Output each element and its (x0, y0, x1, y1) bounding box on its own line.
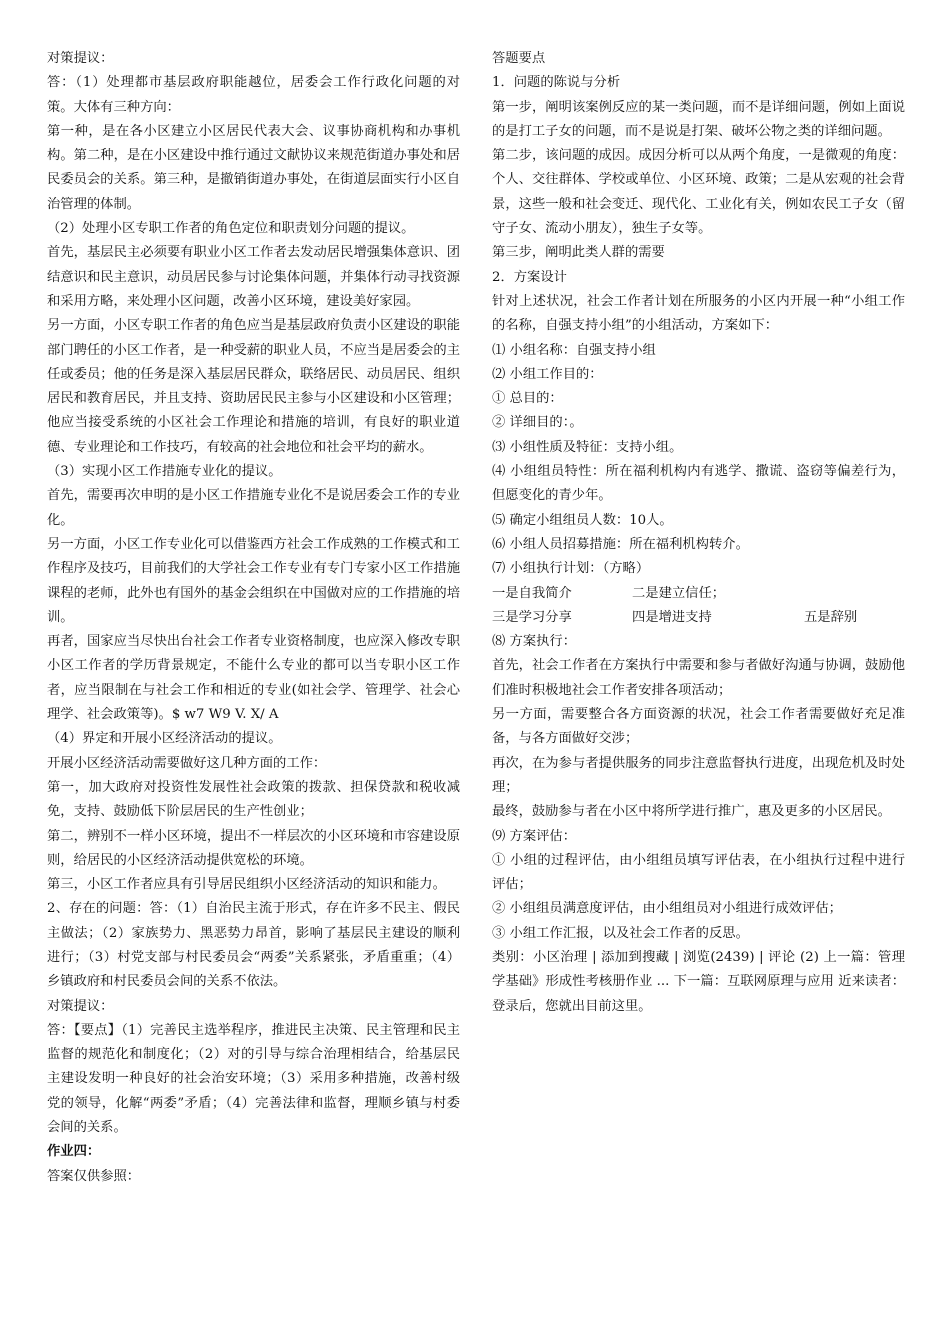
left-paragraph: （4）界定和开展小区经济活动的提议。 (47, 731, 282, 747)
left-paragraph: 答：【要点】（1）完善民主选举程序，推进民主决策、民主管理和民主监督的规范化和制度化；（2）对的引导与综合治理相结合，给基层民主建设发明一种良好的社会治安环境；（3）采用多种措施，改善村级党的领导，化解“两委”矛盾；（4）完善法律和监督，理顺乡镇与村委会间的关系。 (47, 1022, 460, 1136)
right-paragraph: 第二步，该问题的成因。成因分析可以从两个角度，一是微观的角度：个人、交往群体、学校或单位、小区环境、政策；二是从宏观的社会背景，这些一般和社会变迁、现代化、工业化有关，例如农民工子女（留守子女、流动小朋友），独生子女等。 (492, 148, 905, 237)
right-paragraph: ③ 小组工作汇报，以及社会工作者的反思。 (492, 925, 749, 941)
right-paragraph: ② 小组组员满意度评估，由小组组员对小组进行成效评估； (492, 901, 842, 917)
left-paragraph: 开展小区经济活动需要做好这几种方面的工作： (47, 755, 327, 771)
right-paragraph: 再次，在为参与者提供服务的同步注意监督执行进度，出现危机及时处理； (492, 755, 905, 795)
answer-points-section (492, 47, 905, 582)
right-paragraph: 针对上述状况，社会工作者计划在所服务的小区内开展一种“小组工作的名称，自强支持小组”的小组活动，方案如下： (492, 293, 905, 334)
left-paragraph: 再者，国家应当尽快出台社会工作者专业资格制度，也应深入修改专职小区工作者的学历背景规定，不能什么专业的都可以当专职小区工作者，应当限制在与社会工作和相近的专业(如社会学、管理学、社会心理学、社会政策等)。$ w7 W9 V. X/ A (47, 634, 460, 723)
plan-step-4: 四是增进支持 (632, 609, 712, 625)
right-paragraph: ⑼ 方案评估： (492, 828, 577, 844)
right-paragraph: ⑶ 小组性质及特征：支持小组。 (492, 439, 683, 455)
left-paragraph: （2）处理小区专职工作者的角色定位和职责划分问题的提议。 (47, 221, 415, 237)
left-paragraph: （3）实现小区工作措施专业化的提议。 (47, 464, 282, 480)
left-paragraph: 第一种，是在各小区建立小区居民代表大会、议事协商机构和办事机构。第二种，是在小区建设中推行通过文献协议来规范街道办事处和居民委员会的关系。第三种，是撤销街道办事处，在街道层面实行小区自治管理的体制。 (47, 123, 460, 212)
left-paragraph: 首先，需要再次申明的是小区工作措施专业化不是说居委会工作的专业化。 (47, 488, 460, 528)
right-paragraph: ⑷ 小组组员特性：所在福利机构内有逃学、撒谎、盗窃等偏差行为，但愿变化的青少年。 (492, 464, 905, 504)
right-paragraph: ⑸ 确定小组组员人数：10人。 (492, 512, 673, 528)
right-paragraph: 答题要点 (492, 51, 546, 66)
right-paragraph: 类别：小区治理 | 添加到搜藏 | 浏览(2439) | 评论 (2) 上一篇：管理学基础》形成性考核册作业 ... 下一篇：互联网原理与应用 近来读者： 登录后，您就出目前这里。 (492, 949, 905, 1014)
left-paragraph: 另一方面，小区专职工作者的角色应当是基层政府负责小区建设的职能部门聘任的小区工作者，是一种受薪的职业人员，不应当是居委会的主任或委员；他的任务是深入基层居民群众，联络居民、动员居民、组织居民和教育居民，并且支持、资助居民民主参与小区建设和小区管理；他应当接受系统的小区社会工作理论和措施的培训，有良好的职业道德、专业理论和工作技巧，有较高的社会地位和社会平均的薪水。 (47, 318, 460, 455)
right-column (492, 47, 905, 1019)
right-paragraph: 最终，鼓励参与者在小区中将所学进行推广，惠及更多的小区居民。 (492, 804, 891, 820)
right-paragraph: 第一步，阐明该案例反应的某一类问题，而不是详细问题，例如上面说的是打工子女的问题，而不是说是打架、破坏公物之类的详细问题。 (492, 99, 905, 139)
execution-evaluation-section (492, 630, 905, 1019)
left-paragraph: 第二，辨别不一样小区环境，提出不一样层次的小区环境和市容建设原则，给居民的小区经济活动提供宽松的环境。 (47, 828, 460, 868)
right-paragraph: ⑹ 小组人员招募措施：所在福利机构转介。 (492, 536, 749, 552)
left-paragraph: 首先，基层民主必须要有职业小区工作者去发动居民增强集体意识、团结意识和民主意识，动员居民参与讨论集体问题，并集体行动寻找资源和采用方略，来处理小区问题，改善小区环境，建设美好家园。 (47, 245, 460, 309)
right-paragraph: 另一方面，需要整合各方面资源的状况，社会工作者需要做好充足准备，与各方面做好交涉； (492, 707, 905, 747)
left-paragraph: 对策提议： (47, 998, 114, 1014)
left-paragraph: 对策提议： (47, 51, 114, 66)
right-paragraph: 第三步，阐明此类人群的需要 (492, 245, 665, 261)
right-paragraph: ① 小组的过程评估，由小组组员填写评估表，在小组执行过程中进行评估； (492, 852, 905, 893)
plan-step-5: 五是辞别 (804, 609, 858, 625)
left-paragraph: 作业四： (47, 1144, 101, 1160)
right-paragraph: ⑻ 方案执行： (492, 634, 577, 650)
right-paragraph: 2．方案设计 (492, 269, 567, 285)
right-paragraph: 1．问题的陈说与分析 (492, 75, 621, 91)
right-paragraph: 首先，社会工作者在方案执行中需要和参与者做好沟通与协调，鼓励他们准时积极地社会工作者安排各项活动； (492, 658, 905, 698)
left-paragraph: 答案仅供参照： (47, 1168, 141, 1184)
right-paragraph: ⑺ 小组执行计划：（方略） (492, 561, 650, 577)
right-paragraph: ② 详细目的：。 (492, 415, 583, 431)
left-paragraph: 2、存在的问题：答：（1）自治民主流于形式，存在许多不民主、假民主做法；（2）家族势力、黑恶势力昂首，影响了基层民主建设的顺利进行；（3）村党支部与村民委员会“两委”关系紧张，矛盾重重；（4）乡镇政府和村民委员会间的关系不依法。 (47, 901, 460, 990)
plan-row-2 (492, 606, 905, 630)
plan-step-3: 三是学习分享 (492, 609, 572, 625)
right-paragraph: ① 总目的： (492, 391, 563, 407)
plan-row-1 (492, 582, 905, 606)
left-paragraph: 另一方面，小区工作专业化可以借鉴西方社会工作成熟的工作模式和工作程序及技巧，目前我们的大学社会工作专业有专门专家小区工作措施课程的老师，此外也有国外的基金会组织在中国做对应的工作措施的培训。 (47, 536, 460, 625)
plan-step-1: 一是自我简介 (492, 585, 572, 601)
left-column (47, 47, 460, 1189)
left-paragraph: 答：（1）处理都市基层政府职能越位，居委会工作行政化问题的对策。大体有三种方向： (47, 75, 460, 115)
left-paragraph: 第一，加大政府对投资性发展性社会政策的拨款、担保贷款和税收减免，支持、鼓励低下阶层居民的生产性创业； (47, 779, 460, 820)
right-paragraph: ⑴ 小组名称：自强支持小组 (492, 342, 656, 358)
left-paragraph: 第三，小区工作者应具有引导居民组织小区经济活动的知识和能力。 (47, 877, 446, 893)
right-paragraph: ⑵ 小组工作目的： (492, 366, 603, 382)
plan-step-2: 二是建立信任； (632, 585, 726, 601)
